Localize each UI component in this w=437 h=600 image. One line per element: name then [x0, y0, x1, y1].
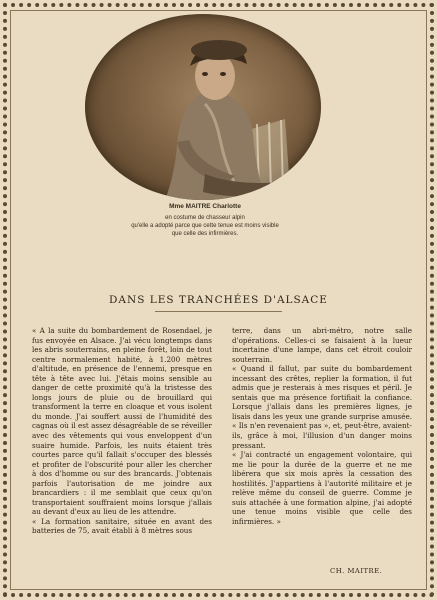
portrait-figure-image — [85, 14, 321, 200]
article-signature: CH. MAITRE. — [330, 567, 383, 575]
article-title: DANS LES TRANCHÉES D'ALSACE — [109, 294, 328, 306]
photo-caption-line: qu'elle a adopté parce que cette tenue est moins visible — [131, 223, 279, 229]
article-paragraph: « J'ai contracté un engagement volontaire, qui me lie pour la durée de la guerre et ne me libérera que six mois après la cessation des hostilités. J'appartiens à l'autorité militaire et je relève même du conseil de guerre. Comme je suis attachée à une formation alpine, j'ai adopté une tenue moins visible que celle des infirmières. » — [232, 450, 412, 526]
article-column-left — [32, 326, 212, 536]
photo-caption-name: Mme MAITRE Charlotte — [169, 203, 241, 210]
title-divider — [155, 311, 282, 312]
article-column-right — [232, 326, 412, 526]
portrait-photo — [85, 14, 321, 200]
article-paragraph: « A la suite du bombardement de Rosendael, je fus envoyée en Alsace. J'ai vécu longtemps dans les abris souterrains, en pleine forêt, loin de tout centre normalement habité, à 1.200 mètres d'altitude, en présence de l'ennemi, presque en tête à tête avec lui. J'étais moins sensible au danger de cette proximité qu'à la tristesse des longs jours de pluie ou de brouillard qui transforment la terre en cloaque et vous isolent du monde. J'ai souffert aussi de l'humidité des cagnas où il est assez désagréable de se réveiller avec des vêtements qui vous enveloppent d'un suaire humide. Parfois, les nuits étaient très courtes parce qu'il fallait s'occuper des blessés et profiter de l'obscurité pour aller les chercher à dos d'homme ou sur des brancards. J'obtenais parfois l'autorisation de me joindre aux brancardiers : il me semblait que ceux qu'on transportaient souffraient moins lorsque j'allais au devant d'eux au lieu de les attendre. — [32, 326, 212, 517]
article-paragraph: « La formation sanitaire, située en avant des batteries de 75, avait établi à 8 mètres sous — [32, 516, 212, 536]
photo-caption-line: que celle des infirmières. — [171, 231, 239, 237]
article-paragraph: terre, dans un abri-métro, notre salle d'opérations. Celles-ci se faisaient à la lueur incertaine d'une lampe, dans cet étroit couloir souterrain. — [232, 326, 412, 364]
photo-caption-line: en costume de chasseur alpin — [165, 215, 245, 221]
article-paragraph: « Quand il fallut, par suite du bombardement incessant des crêtes, replier la formation, il fut admis que je resterais à mes risques et péril. Je sentais que ma présence fortifiait la confiance. Lorsque j'allais dans les premières lignes, je lisais dans les yeux une grande surprise amusée. « Ils n'en revenaient pas », et, peut-être, avaient-ils, grâce à moi, l'illusion d'un danger moins pressant. — [232, 364, 412, 450]
